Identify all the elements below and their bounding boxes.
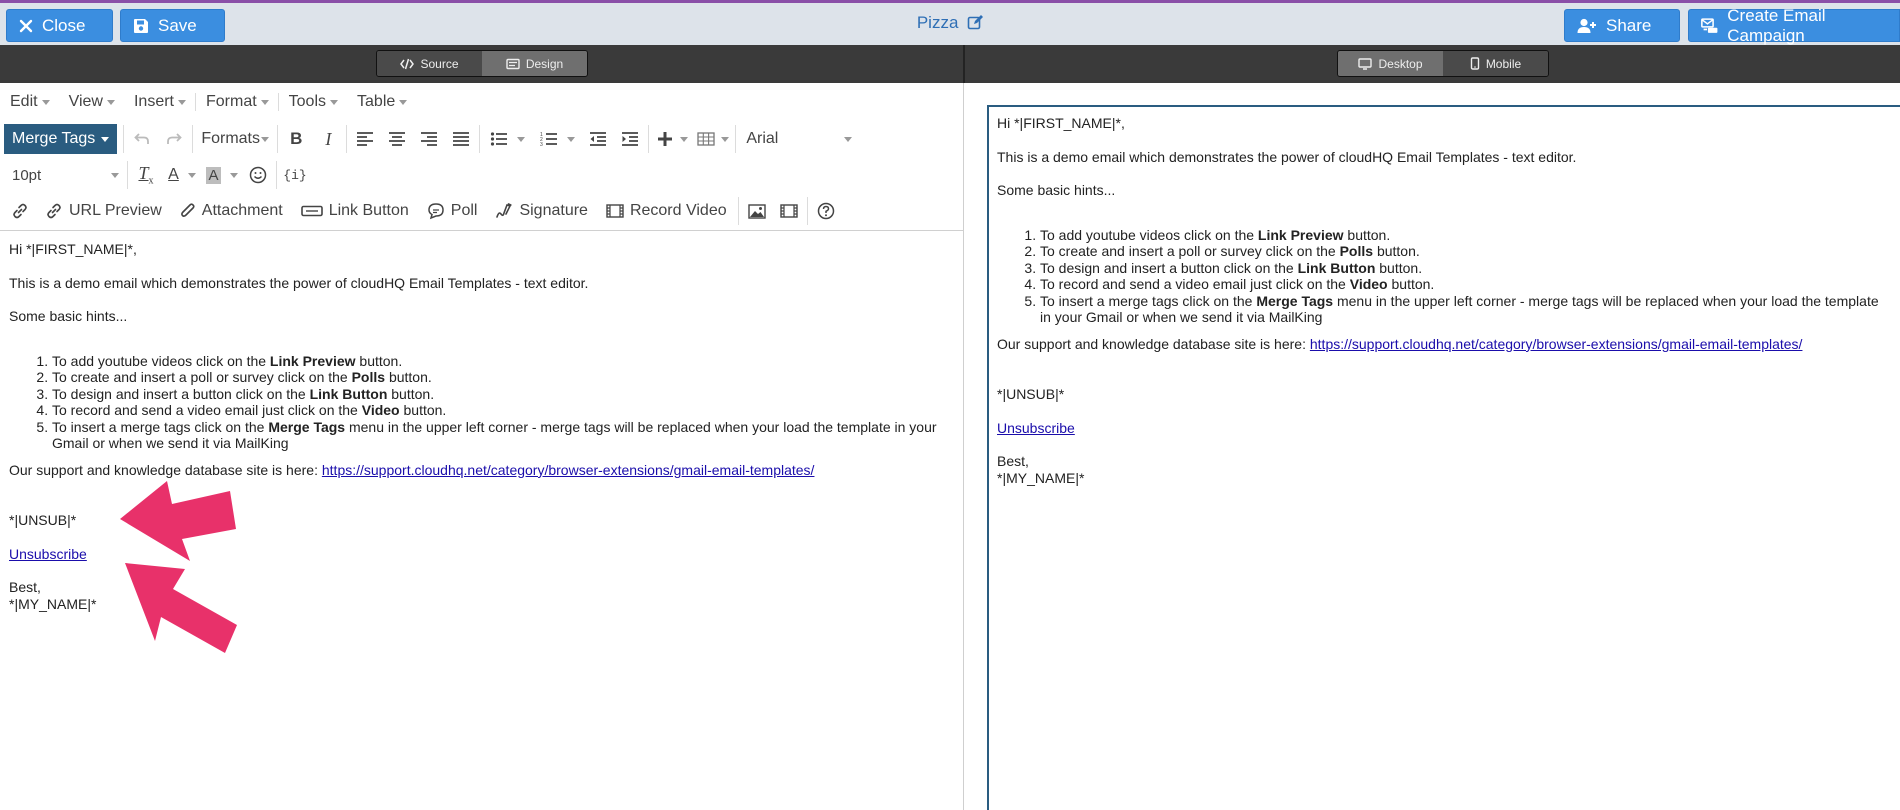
menu-table-label: Table [357,93,396,110]
chevron-down-icon [101,137,109,142]
support-paragraph: Our support and knowledge database site is here: https://support.cloudhq.net/category/browser-extensions/gmail-email-templates/ [9,461,815,478]
link-icon [11,202,29,220]
redo-icon [166,132,182,146]
font-family-value: Arial [746,130,779,147]
italic-button[interactable] [312,123,344,155]
url-preview-label: URL Preview [69,202,162,219]
chevron-down-icon [107,100,115,105]
menu-insert[interactable] [124,93,195,111]
editor-pane [0,83,964,810]
link-button-button[interactable] [292,195,418,227]
desktop-icon [1358,58,1372,70]
toolbar-separator [346,125,347,153]
italic-icon: I [325,128,332,149]
poll-button[interactable] [418,195,487,227]
emoji-icon [249,166,267,184]
email-hints-heading: Some basic hints... [9,308,128,324]
support-link[interactable]: https://support.cloudhq.net/category/browser-extensions/gmail-email-templates/ [1309,335,1803,352]
toolbar-row-1 [0,121,964,157]
annotation-arrow-icon [115,553,245,663]
menu-insert-label: Insert [133,93,174,110]
signature-label: Signature [519,202,588,219]
email-greeting: Hi *|FIRST_NAME|*, [997,115,1125,131]
code-icon [400,58,414,70]
text-color-button[interactable] [162,159,202,191]
signoff-block: Best, *|MY_NAME|* [9,579,97,612]
attachment-label: Attachment [201,202,283,219]
help-icon [817,202,835,220]
source-design-toggle [376,50,588,77]
bold-icon: B [290,129,303,148]
bullet-list-button[interactable] [482,123,532,155]
align-left-icon [356,131,374,147]
view-switch-bar [0,45,1900,83]
record-video-button[interactable] [597,195,736,227]
list-item: 3. To design and insert a button click on the Link Button button. [52,386,954,403]
video-icon [780,204,798,218]
chevron-down-icon [42,100,50,105]
insert-link-button[interactable] [4,195,36,227]
email-intro: This is a demo email which demonstrates the power of cloudHQ Email Templates - text editor. [9,274,589,291]
share-button-label: Share [1606,15,1652,35]
toolbar-separator [648,125,649,153]
source-tab[interactable] [377,51,482,76]
preview-pane [965,83,1900,810]
close-button-label: Close [42,15,86,35]
list-item: 1. To add youtube videos click on the Link Preview button. [1040,227,1892,244]
numbered-list-icon [540,131,558,147]
film-icon [606,204,624,218]
align-center-button[interactable] [381,123,413,155]
insert-image-button[interactable] [741,195,773,227]
menu-edit[interactable] [0,93,59,111]
device-toggle [1337,50,1549,77]
formats-dropdown[interactable] [195,123,275,155]
paperclip-icon [180,202,196,220]
toolbar-separator [192,125,193,153]
close-button[interactable] [6,9,113,42]
svg-text:1: 1 [539,132,543,138]
design-tab-label: Design [525,56,564,71]
mobile-tab-label: Mobile [1485,56,1522,71]
indent-icon [621,131,639,147]
menu-format[interactable] [195,93,278,111]
signature-button[interactable] [486,195,597,227]
chevron-down-icon [188,173,196,178]
image-icon [748,204,766,219]
mobile-tab[interactable] [1443,51,1548,76]
clear-formatting-icon: $T_x$ [138,163,154,187]
chevron-down-icon [399,100,407,105]
menu-table[interactable] [347,93,416,111]
design-icon [506,58,520,70]
edit-title-icon[interactable] [967,14,983,30]
toolbar-separator [807,197,808,225]
url-preview-button[interactable] [36,195,171,227]
close-icon [19,19,33,33]
merge-variable-icon: {i} [283,167,307,183]
email-hints-heading: Some basic hints... [997,182,1116,198]
pane-divider [963,45,965,83]
menu-format-label: Format [205,93,257,110]
align-right-button[interactable] [413,123,445,155]
email-greeting: Hi *|FIRST_NAME|*, [9,241,137,257]
menu-view-label: View [68,93,103,110]
align-justify-button[interactable] [445,123,477,155]
chevron-down-icon [567,137,575,142]
unsub-merge-tag: *|UNSUB|* [997,386,1065,402]
outdent-icon [589,131,607,147]
toolbar-separator [127,161,128,189]
merge-tags-button[interactable] [4,124,117,154]
list-item: 5. To insert a merge tags click on the Merge Tags menu in the upper left corner - merge tags will be replaced when your load the template in your Gmail or when we send it via MailKing [1040,293,1892,326]
source-tab-label: Source [420,56,459,71]
font-size-value: 10pt [12,166,42,184]
background-color-button[interactable] [202,159,242,191]
list-item: 3. To design and insert a button click on the Link Button button. [1040,260,1892,277]
menu-view[interactable] [59,93,124,111]
help-button[interactable] [810,195,842,227]
merge-tags-label: Merge Tags [12,130,96,147]
emoji-button[interactable] [242,159,274,191]
toolbar-separator [738,197,739,225]
undo-icon [134,132,150,146]
highlight-color-icon: A [208,166,219,184]
chevron-down-icon [261,100,269,105]
merge-variable-button[interactable] [279,159,311,191]
record-video-label: Record Video [629,202,727,219]
button-shape-icon [301,205,323,217]
numbered-list-button[interactable] [532,123,582,155]
support-paragraph: Our support and knowledge database site is here: https://support.cloudhq.net/category/browser-extensions/gmail-email-templates/ [997,335,1803,352]
save-button[interactable] [120,9,225,42]
font-size-dropdown[interactable] [0,159,125,191]
list-item: 4. To record and send a video email just click on the Video button. [52,402,954,419]
signature-icon [495,202,513,220]
bullet-list-icon [490,131,508,147]
desktop-tab[interactable] [1338,51,1443,76]
text-color-icon: A [168,166,179,183]
clear-formatting-button[interactable] [130,159,162,191]
save-icon [133,18,149,34]
svg-text:2: 2 [539,137,543,143]
email-preview [987,105,1900,810]
list-item: 2. To create and insert a poll or survey click on the Polls button. [52,369,954,386]
plus-icon [657,131,673,147]
chevron-down-icon [517,137,525,142]
menu-edit-label: Edit [10,93,38,110]
create-email-campaign-button[interactable] [1688,5,1900,45]
link-icon [45,202,63,220]
outdent-button[interactable] [582,123,614,155]
formats-label: Formats [201,130,260,147]
insert-button[interactable] [651,123,693,155]
chevron-down-icon [111,173,119,178]
toolbar-separator [276,161,277,189]
toolbar-separator [277,125,278,153]
list-item: 2. To create and insert a poll or survey click on the Polls button. [1040,243,1892,260]
svg-text:3: 3 [539,142,543,147]
attachment-button[interactable] [171,195,292,227]
chevron-down-icon [230,173,238,178]
chevron-down-icon [680,137,688,142]
hints-list [997,227,1892,326]
indent-button[interactable] [614,123,646,155]
document-title[interactable]: Pizza [916,13,959,32]
support-link[interactable]: https://support.cloudhq.net/category/browser-extensions/gmail-email-templates/ [321,461,815,478]
email-intro: This is a demo email which demonstrates the power of cloudHQ Email Templates - text editor. [997,148,1577,165]
signoff-block: Best, *|MY_NAME|* [997,453,1085,486]
align-center-icon [388,131,406,147]
align-left-button[interactable] [349,123,381,155]
save-button-label: Save [158,15,197,35]
table-icon [697,132,715,146]
share-button[interactable] [1564,9,1680,42]
menu-tools-label: Tools [288,93,327,110]
undo-button[interactable] [126,123,158,155]
add-user-icon [1577,18,1597,34]
table-button[interactable] [693,123,733,155]
unsub-merge-tag: *|UNSUB|* [9,512,77,528]
menu-bar [0,87,416,117]
menu-tools[interactable] [278,93,347,111]
insert-video-button[interactable] [773,195,805,227]
redo-button[interactable] [158,123,190,155]
create-email-campaign-label: Create Email Campaign [1727,5,1826,45]
unsubscribe-link[interactable]: Unsubscribe [9,545,87,562]
design-tab[interactable] [482,51,587,76]
unsubscribe-link[interactable]: Unsubscribe [997,419,1075,436]
toolbar-separator [735,125,736,153]
toolbar-row-2 [0,157,964,193]
link-button-label: Link Button [328,202,409,219]
toolbar-row-3 [0,193,964,229]
list-item: 1. To add youtube videos click on the Link Preview button. [52,353,954,370]
align-right-icon [420,131,438,147]
chevron-down-icon [178,100,186,105]
toolbar-separator [123,125,124,153]
poll-bubble-icon [427,202,445,220]
chevron-down-icon [844,137,852,142]
hints-list [9,353,954,452]
mobile-icon [1470,57,1480,70]
list-item: 5. To insert a merge tags click on the Merge Tags menu in the upper left corner - merge tags will be replaced when your load the template in your Gmail or when we send it via MailKing [52,419,954,452]
align-justify-icon [452,131,470,147]
toolbar-separator [479,125,480,153]
list-item: 4. To record and send a video email just click on the Video button. [1040,276,1892,293]
desktop-tab-label: Desktop [1378,56,1423,71]
chevron-down-icon [721,137,729,142]
bold-button[interactable] [280,123,312,155]
chevron-down-icon [330,100,338,105]
poll-label: Poll [450,202,478,219]
campaign-icon [1701,17,1718,35]
font-family-dropdown[interactable] [738,123,858,155]
top-bar [0,3,1900,45]
chevron-down-icon [261,137,269,142]
